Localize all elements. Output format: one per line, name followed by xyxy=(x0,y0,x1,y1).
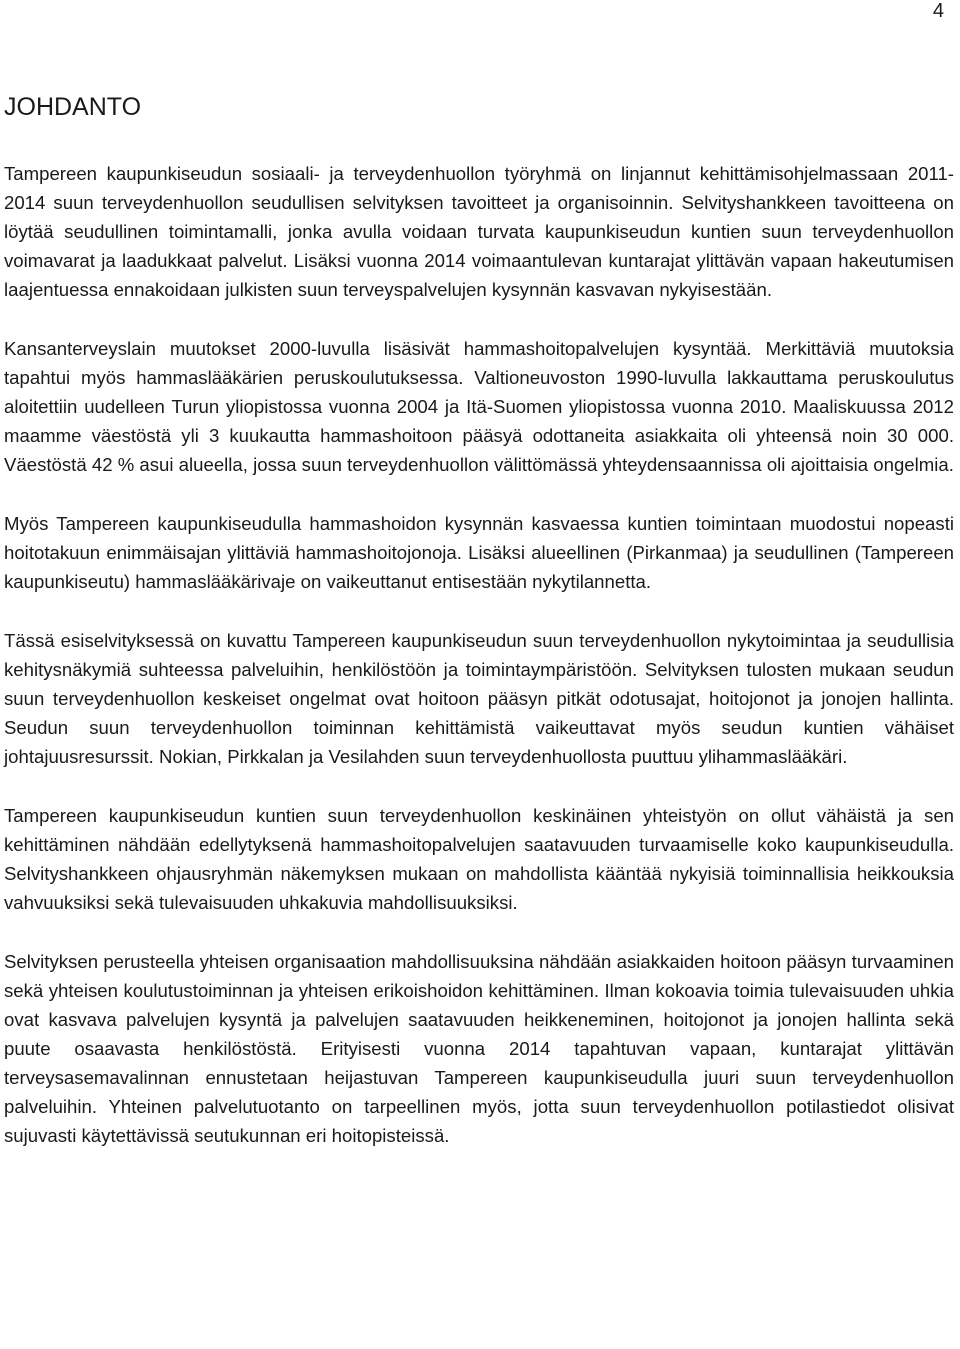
paragraph-2: Kansanterveyslain muutokset 2000-luvulla lisäsivät hammashoitopalvelujen kysyntää. Merkittäviä muutoksia tapahtui myös hammaslääkärien peruskoulutuksessa. Valtioneuvoston 1990-luvulla lakkauttama peruskoulutus aloitettiin uudelleen Turun yliopistossa vuonna 2004 ja Itä-Suomen yliopistossa vuonna 2010. Maaliskuussa 2012 maamme väestöstä yli 3 kuukautta hammashoitoon pääsyä odottaneita asiakkaita oli yhteensä noin 30 000. Väestöstä 42 % asui alueella, jossa suun terveydenhuollon välittömässä yhteydensaannissa oli ajoittaisia ongelmia. xyxy=(4,338,954,475)
paragraph-3: Myös Tampereen kaupunkiseudulla hammashoidon kysynnän kasvaessa kuntien toimintaan muodostui nopeasti hoitotakuun enimmäisajan ylittäviä hammashoitojonoja. Lisäksi alueellinen (Pirkanmaa) ja seudullinen (Tampereen kaupunkiseutu) hammaslääkärivaje on vaikeuttanut entisestään nykytilannetta. xyxy=(4,513,954,592)
body-text xyxy=(4,159,954,1150)
page-title: JOHDANTO xyxy=(4,93,142,121)
paragraph-6: Selvityksen perusteella yhteisen organisaation mahdollisuuksina nähdään asiakkaiden hoitoon pääsyn turvaaminen sekä yhteisen koulutustoiminnan ja yhteisen erikoishoidon kehittäminen. Ilman kokoavia toimia tulevaisuuden uhkia ovat kasvava palvelujen kysyntä ja palvelujen saatavuuden heikkeneminen, hoitojonot ja jonojen hallinta sekä puute osaavasta henkilöstöstä. Erityisesti vuonna 2014 tapahtuvan vapaan, kuntarajat ylittävän terveysasemavalinnan ennustetaan heijastuvan Tampereen kaupunkiseudulla juuri suun terveydenhuollon palveluihin. Yhteinen palvelutuotanto on tarpeellinen myös, jotta suun terveydenhuollon potilastiedot olisivat sujuvasti käytettävissä seutukunnan eri hoitopisteissä. xyxy=(4,951,954,1146)
page-number: 4 xyxy=(932,0,944,22)
paragraph-4: Tässä esiselvityksessä on kuvattu Tampereen kaupunkiseudun suun terveydenhuollon nykytoimintaa ja seudullisia kehitysnäkymiä suhteessa palveluihin, henkilöstöön ja toimintaympäristöön. Selvityksen tulosten mukaan seudun suun terveydenhuollon keskeiset ongelmat ovat hoitoon pääsyn pitkät odotusajat, hoitojonot ja jonojen hallinta. Seudun suun terveydenhuollon toiminnan kehittämistä vaikeuttavat myös seudun kuntien vähäiset johtajuusresurssit. Nokian, Pirkkalan ja Vesilahden suun terveydenhuollosta puuttuu ylihammaslääkäri. xyxy=(4,630,954,767)
paragraph-5: Tampereen kaupunkiseudun kuntien suun terveydenhuollon keskinäinen yhteistyön on ollut vähäistä ja sen kehittäminen nähdään edellytyksenä hammashoitopalvelujen saatavuuden turvaamiselle koko kaupunkiseudulla. Selvityshankkeen ohjausryhmän näkemyksen mukaan on mahdollista kääntää nykyisiä toiminnallisia heikkouksia vahvuuksiksi sekä tulevaisuuden uhkakuvia mahdollisuuksiksi. xyxy=(4,805,954,913)
paragraph-1: Tampereen kaupunkiseudun sosiaali- ja terveydenhuollon työryhmä on linjannut kehittämisohjelmassaan 2011-2014 suun terveydenhuollon seudullisen selvityksen tavoitteet ja organisoinnin. Selvityshankkeen tavoitteena on löytää seudullinen toimintamalli, jonka avulla voidaan turvata kaupunkiseudun kuntien suun terveydenhuollon voimavarat ja laadukkaat palvelut. Lisäksi vuonna 2014 voimaantulevan kuntarajat ylittävän vapaan hakeutumisen laajentuessa ennakoidaan julkisten suun terveyspalvelujen kysynnän kasvavan nykyisestään. xyxy=(4,163,954,300)
